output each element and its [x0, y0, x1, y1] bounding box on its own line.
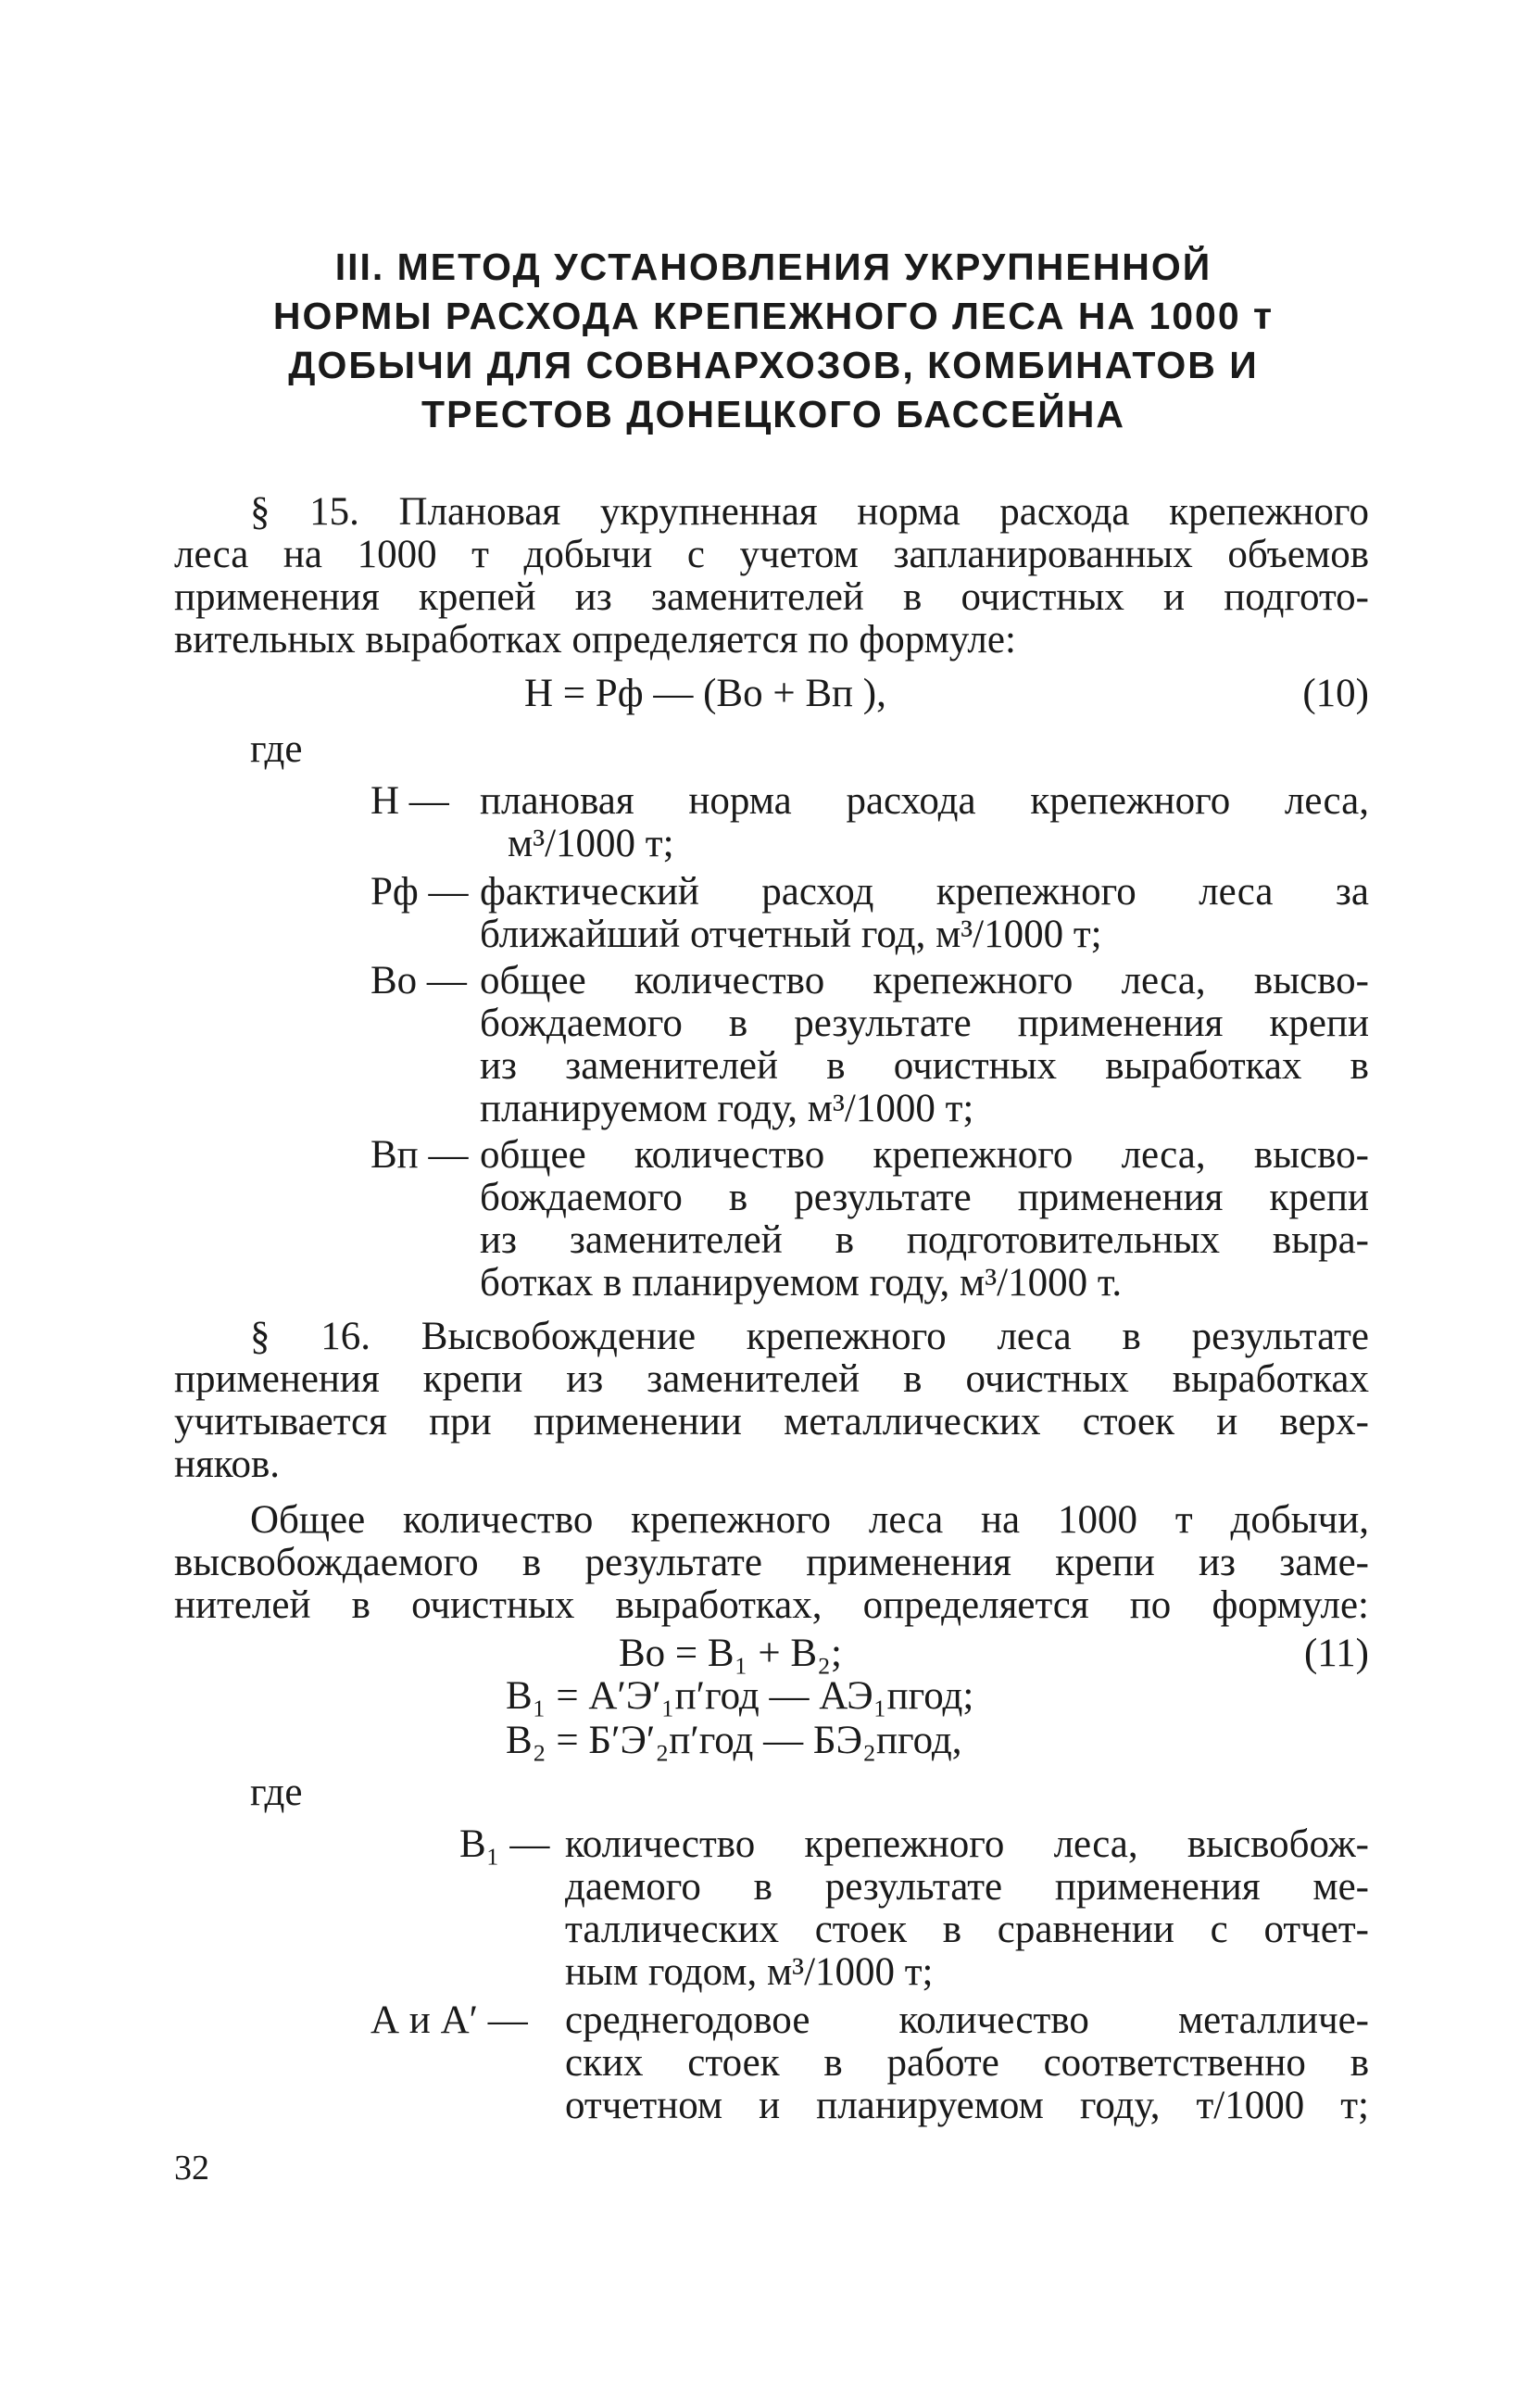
- paragraph-line: Общее количество крепежного леса на 1000 т добычи,: [250, 1498, 1369, 1542]
- formula-11: Во = В₁ + В₂;: [619, 1632, 842, 1675]
- heading-line: НОРМЫ РАСХОДА КРЕПЕЖНОГО ЛЕСА НА 1000 т: [272, 295, 1275, 337]
- definition-line: ботках в планируемом году, м³/1000 т.: [480, 1261, 1123, 1305]
- definition-line: количество крепежного леса, высвобож-: [565, 1822, 1369, 1866]
- definition-line: м³/1000 т;: [508, 822, 674, 865]
- definition-line: бождаемого в результате применения крепи: [480, 1002, 1369, 1045]
- definition-term: Вп —: [370, 1133, 469, 1177]
- definition-line: ближайший отчетный год, м³/1000 т;: [480, 913, 1102, 956]
- formula-10: Н = Рф — (Во + Вп ),: [524, 672, 886, 715]
- section-heading: [176, 243, 1371, 439]
- equation-number: (11): [1303, 1632, 1369, 1675]
- definition-line: таллических стоек в сравнении с отчет-: [565, 1908, 1369, 1951]
- definition-line: бождаемого в результате применения крепи: [480, 1176, 1369, 1219]
- definition-line: общее количество крепежного леса, высво-: [480, 1133, 1369, 1177]
- paragraph-line: применения крепи из заменителей в очистных выработках: [174, 1357, 1369, 1401]
- paragraph-line: вительных выработках определяется по формуле:: [174, 618, 1016, 662]
- definition-line: из заменителей в очистных выработках в: [480, 1044, 1369, 1088]
- paragraph-line: учитывается при применении металлических стоек и верх-: [174, 1400, 1369, 1444]
- paragraph-line: леса на 1000 т добычи с учетом запланированных объемов: [174, 533, 1369, 576]
- definition-term: В₁ —: [459, 1822, 550, 1866]
- paragraph-line: высвобождаемого в результате применения крепи из заме-: [174, 1541, 1369, 1584]
- definition-line: отчетном и планируемом году, т/1000 т;: [565, 2084, 1369, 2127]
- definition-line: ным годом, м³/1000 т;: [565, 1950, 934, 1994]
- definition-line: общее количество крепежного леса, высво-: [480, 959, 1369, 1002]
- definition-line: плановая норма расхода крепежного леса,: [480, 779, 1369, 823]
- definition-line: планируемом году, м³/1000 т;: [480, 1087, 974, 1130]
- definition-line: даемого в результате применения ме-: [565, 1865, 1369, 1909]
- heading-line: III. МЕТОД УСТАНОВЛЕНИЯ УКРУПНЕННОЙ: [334, 246, 1212, 288]
- definition-line: фактический расход крепежного леса за: [480, 870, 1369, 914]
- definition-term: Н —: [370, 779, 449, 823]
- paragraph-line: няков.: [174, 1443, 281, 1486]
- definition-line: ских стоек в работе соответственно в: [565, 2041, 1369, 2085]
- definition-line: среднегодовое количество металличе-: [565, 1998, 1369, 2042]
- definition-term: Во —: [370, 959, 467, 1002]
- heading-line: ДОБЫЧИ ДЛЯ СОВНАРХОЗОВ, КОМБИНАТОВ И: [288, 344, 1259, 386]
- where-label: где: [250, 727, 303, 771]
- page-number: 32: [174, 2149, 209, 2187]
- paragraph-line: § 15. Плановая укрупненная норма расхода крепежного: [250, 490, 1369, 534]
- paragraph-line: применения крепей из заменителей в очистных и подгото-: [174, 575, 1369, 619]
- definition-term: Рф —: [370, 870, 469, 914]
- paragraph-line: § 16. Высвобождение крепежного леса в результате: [250, 1315, 1369, 1358]
- definition-term: А и А′ —: [370, 1998, 528, 2042]
- heading-line: ТРЕСТОВ ДОНЕЦКОГО БАССЕЙНА: [421, 393, 1125, 435]
- formula-b2: В₂ = Б′Э′₂п′год — БЭ₂пгод,: [506, 1719, 962, 1762]
- formula-b1: В₁ = А′Э′₁п′год — АЭ₁пгод;: [506, 1674, 974, 1718]
- definition-line: из заменителей в подготовительных выра-: [480, 1218, 1369, 1262]
- where-label: где: [250, 1771, 303, 1814]
- paragraph-line: нителей в очистных выработках, определяется по формуле:: [174, 1583, 1369, 1627]
- equation-number: (10): [1302, 672, 1369, 715]
